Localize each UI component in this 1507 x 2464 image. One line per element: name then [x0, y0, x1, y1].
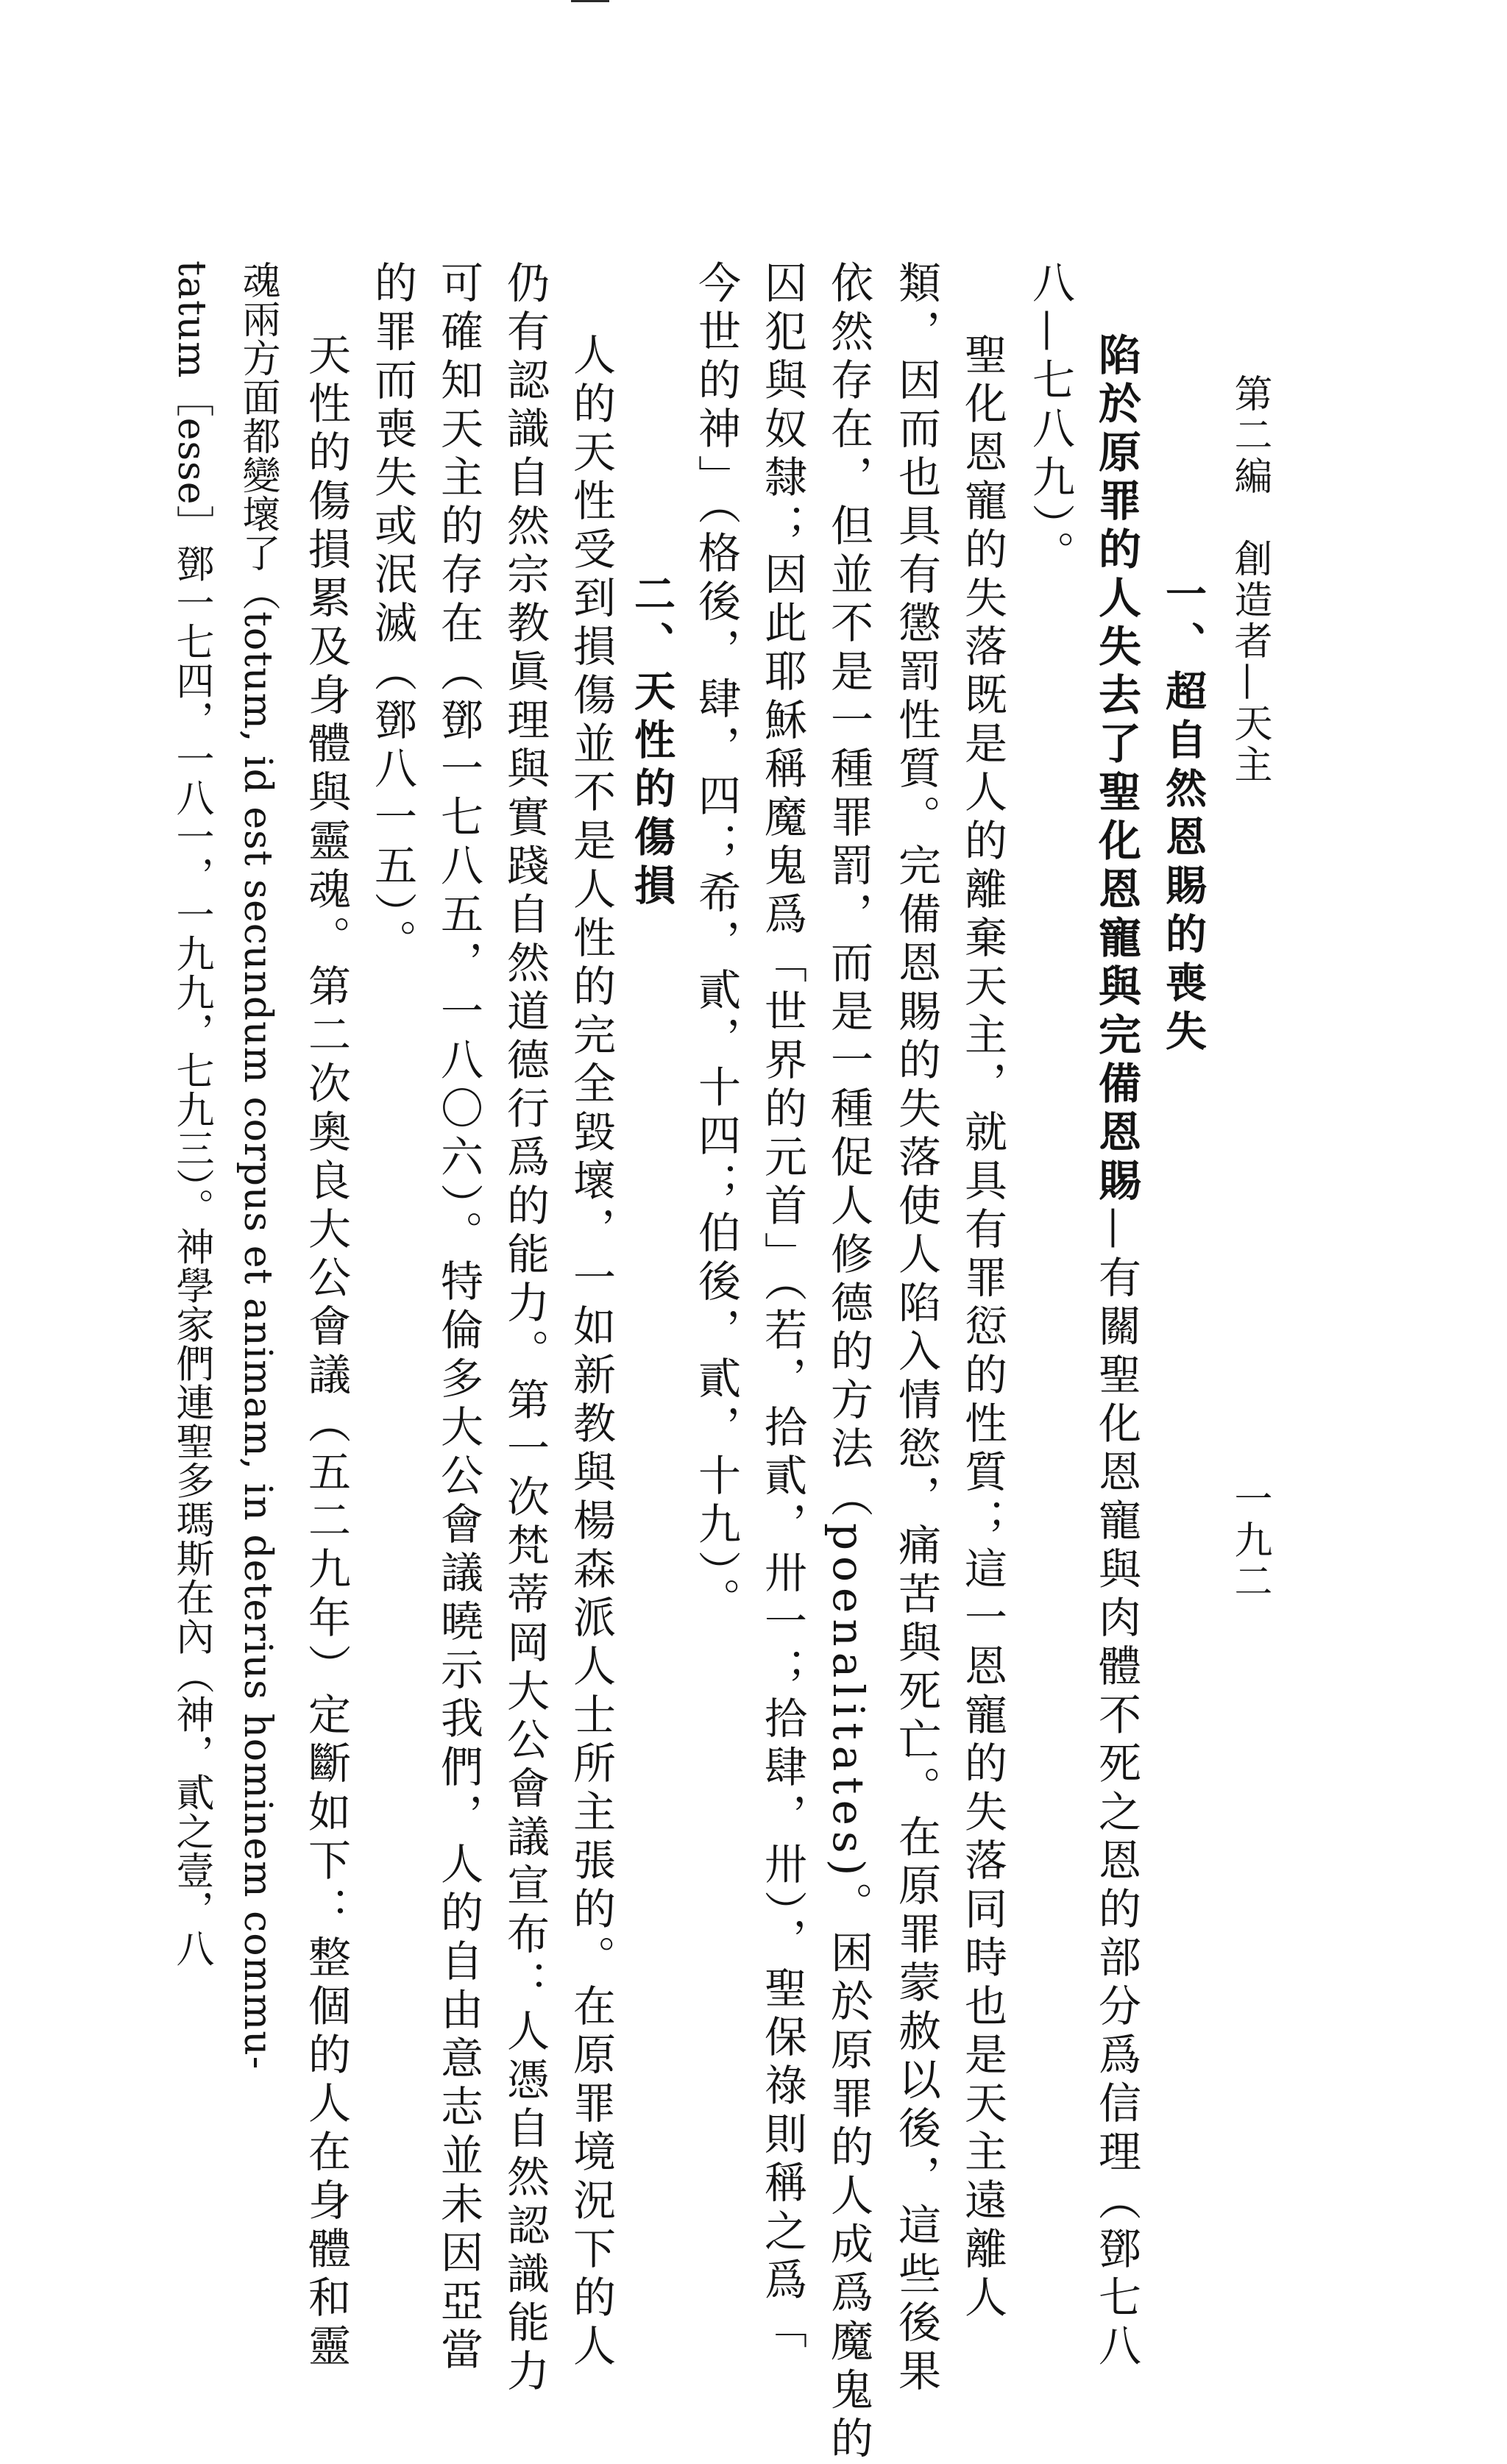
paragraph-line: 囚犯與奴隸；因此耶穌稱魔鬼爲「世界的元首」（若，拾貳，卅一；拾肆，卅），聖保祿則稱之爲「: [757, 260, 807, 2354]
paragraph-line: 類，因而也具有懲罰性質。完備恩賜的失落使人陷入情慾，痛苦與死亡。在原罪蒙赦以後，這些後果: [891, 260, 941, 2397]
paragraph-line: 的罪而喪失或泯滅（鄧八一五）。: [367, 260, 417, 968]
paragraph-line: 八—七八九）。: [1025, 260, 1075, 579]
paragraph-line: tatum［esse］鄧一七四，一八一，一九九，七九三）。神學家們連聖多瑪斯在內（神，貳之壹，八: [169, 260, 213, 1968]
paragraph-line: 聖化恩寵的失落既是人的離棄天主，就具有罪愆的性質；這一恩寵的失落同時也是天主遠離人: [957, 333, 1007, 2323]
page-number: 一九二: [1227, 1479, 1272, 1602]
page-top-mark: [571, 0, 609, 2]
section-heading-1: 一、超自然恩賜的喪失: [1159, 572, 1208, 1058]
doctrine-statement: 陷於原罪的人失去了聖化恩寵與完備恩賜: [1091, 333, 1141, 1207]
paragraph-line: [1091, 333, 1141, 2372]
running-title: 第二編 創造者—天主: [1227, 374, 1272, 786]
paragraph-line: 天性的傷損累及身體與靈魂。第二次奧良大公會議（五二九年）定斷如下：整個的人在身體和靈: [301, 333, 351, 2372]
doctrine-note: —有關聖化恩寵與肉體不死之恩的部分爲信理（鄧七八: [1091, 1207, 1141, 2372]
paragraph-line: 可確知天主的存在（鄧一七八五，一八〇六）。特倫多大公會議曉示我們，人的自由意志並未因亞當: [433, 260, 483, 2376]
section-heading-2: 二、天性的傷損: [628, 572, 676, 912]
paragraph-line: 仍有認識自然宗教眞理與實踐自然道德行爲的能力。第一次梵蒂岡大公會議宣布：人憑自然認識能力: [500, 260, 550, 2397]
paragraph-line: 人的天性受到損傷並不是人性的完全毀壞，一如新教與楊森派人士所主張的。在原罪境況下的人: [566, 333, 616, 2372]
paragraph-line: 魂兩方面都變壞了（totum, id est secundum corpus et animam, in deterius hominem commu-: [235, 260, 280, 2070]
paragraph-line: 依然存在，但並不是一種罪罰，而是一種促人修德的方法（poenalitates)。困於原罪的人成爲魔鬼的: [823, 260, 873, 2464]
paragraph-line: 今世的神」（格後，肆，四；希，貳，十四；伯後，貳，十九）。: [691, 260, 741, 1626]
